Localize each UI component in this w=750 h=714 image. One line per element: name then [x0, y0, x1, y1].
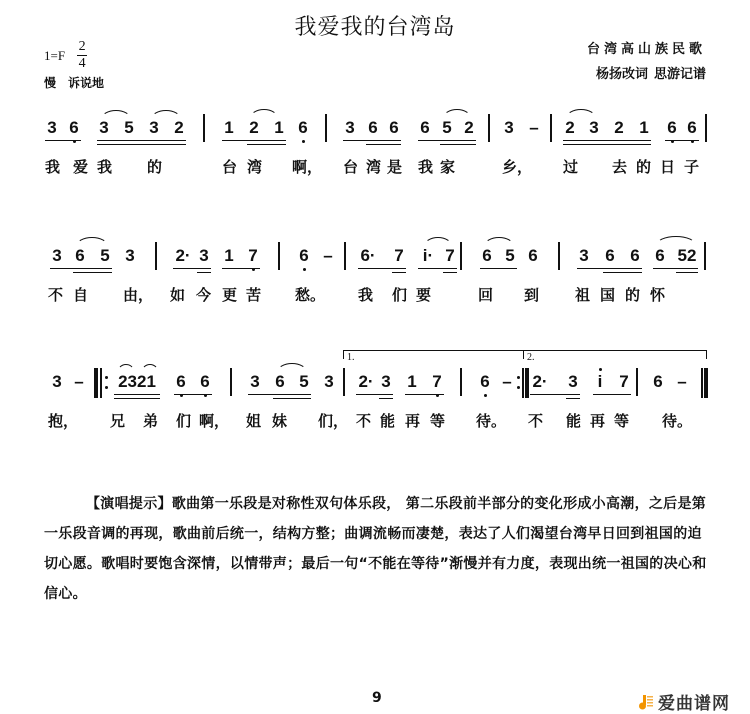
- volta-2: [523, 350, 707, 359]
- expression: 诉说地: [68, 76, 105, 90]
- performance-tips: [44, 489, 708, 609]
- tempo-marking: [44, 74, 104, 91]
- tips-text: 歌曲第一乐段是对称性双句体乐段， 第二乐段前半部分的变化形成小高潮，之后是第一乐段音调的再现，歌曲前后统一，结构方整；曲调流畅而凄楚，表达了人们渴望台湾早日回到祖国的迫切心愿。歌唱时要饱含深情，以情带声；最后一句“不能在等待”渐慢并有力度，表现出统一祖国的决心和信心。: [44, 496, 707, 602]
- tempo: 慢: [44, 76, 57, 90]
- time-signature: [77, 40, 87, 71]
- time-sig-top: 2: [78, 39, 86, 54]
- watermark-text: 爱曲谱网: [658, 694, 730, 714]
- transcriber: 思游记谱: [653, 67, 706, 82]
- time-sig-bottom: 4: [78, 56, 86, 71]
- key-signature: [44, 40, 87, 71]
- author-credits: [596, 63, 706, 82]
- page-number: 9: [372, 690, 382, 706]
- key-label: 1=F: [44, 47, 66, 63]
- song-title: 我爱我的台湾岛: [294, 15, 456, 40]
- volta-1-label: 1.: [347, 352, 355, 363]
- volta-2-label: 2.: [527, 352, 535, 363]
- origin-credit: 台湾高山族民歌: [586, 42, 706, 57]
- tips-label: 【演唱提示】: [86, 496, 172, 512]
- volta-1: [343, 350, 524, 359]
- watermark-logo: [638, 689, 730, 714]
- music-note-icon: [638, 694, 654, 710]
- lyricist: 杨扬改词: [595, 67, 648, 82]
